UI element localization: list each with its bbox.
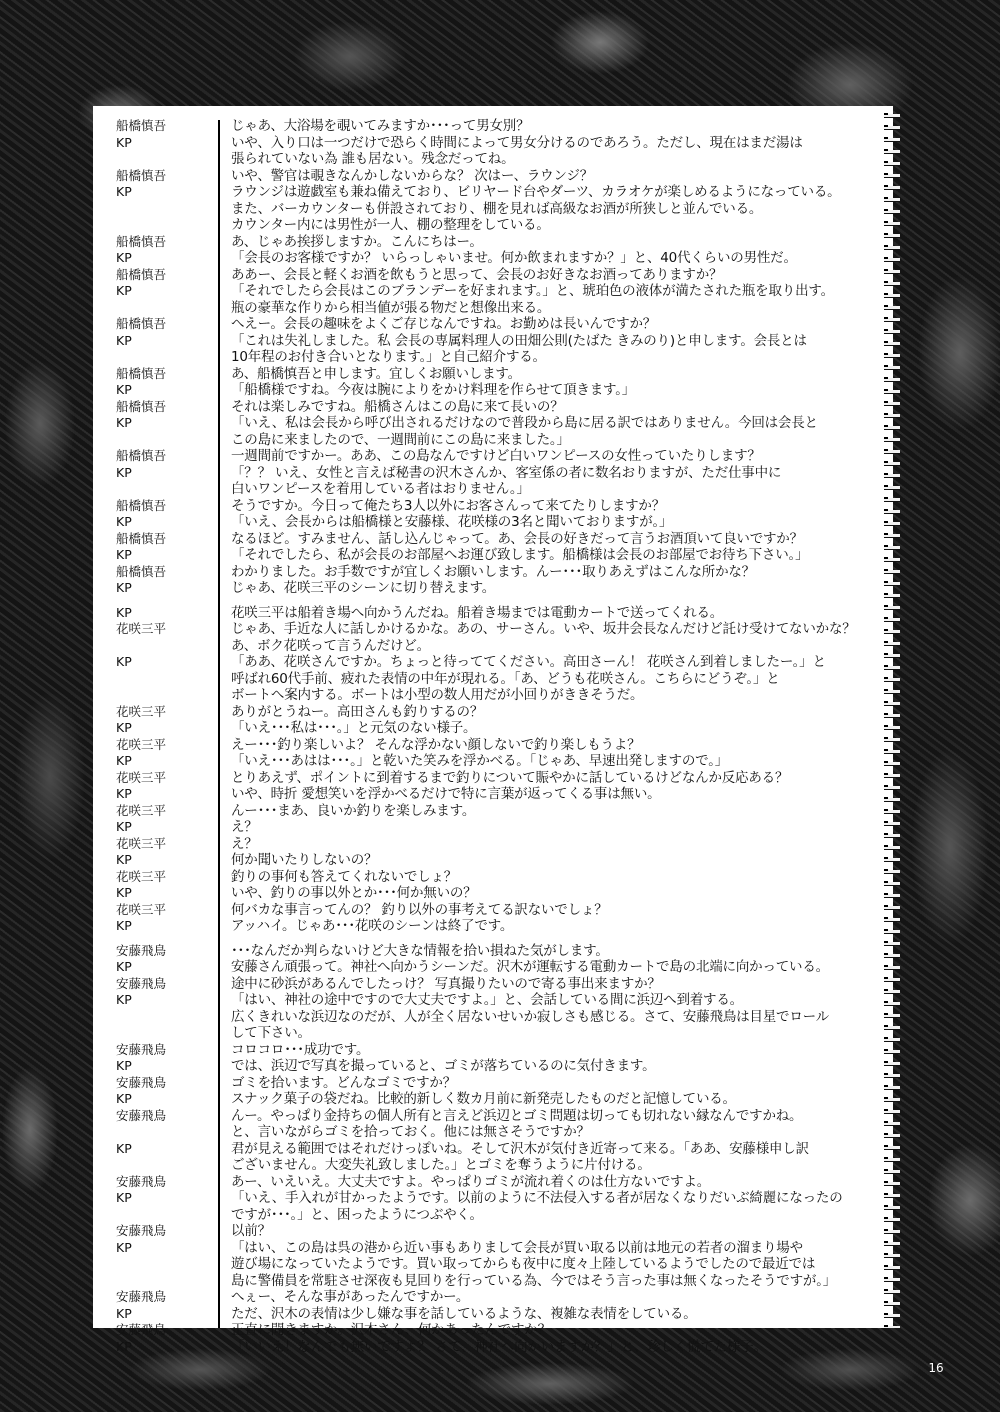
dialogue-transcript xyxy=(93,118,893,1355)
dialogue-line xyxy=(93,687,893,704)
speaker-name xyxy=(93,638,223,655)
dialogue-line xyxy=(93,564,893,581)
speaker-name: KP xyxy=(116,1239,132,1255)
dialogue-line xyxy=(93,1042,893,1059)
dialogue-line xyxy=(93,976,893,993)
speaker-name: KP xyxy=(116,547,132,562)
dialogue-line xyxy=(93,432,893,449)
speaker-name: 船橋慎吾 xyxy=(116,118,167,133)
dialogue-text: えー･･･釣り楽しいよ？ そんな浮かない顔しないで釣り楽しもうよ？ xyxy=(231,736,641,753)
speaker-name: KP xyxy=(116,992,132,1007)
dialogue-line xyxy=(93,852,893,869)
dialogue-text: 10年程のお付き合いとなります。」と自己紹介する。 xyxy=(231,349,546,365)
speaker-name: KP xyxy=(116,1091,132,1106)
dialogue-line xyxy=(93,217,893,234)
speaker-name: KP xyxy=(116,786,132,801)
dialogue-text: 呼ばれ60代手前、疲れた表情の中年が現れる。「あ、どうも花咲さん。こちらにどうぞ。」と xyxy=(231,670,780,687)
dialogue-text: じゃあ、手近な人に話しかけるかな。あの、サーさん。いや、坂井会長なんだけど託け受けてないかな？ xyxy=(231,621,856,637)
speaker-name: KP xyxy=(116,1190,132,1205)
dialogue-line xyxy=(93,1190,893,1207)
dialogue-text: スナック菓子の袋だね。比較的新しく数カ月前に新発売したものだと記憶している。 xyxy=(231,1091,736,1107)
dialogue-line xyxy=(93,349,893,366)
speaker-name: 船橋慎吾 xyxy=(116,398,167,414)
dialogue-line xyxy=(93,918,893,935)
dialogue-text: いや、警官は覗きなんかしないからな？ 次はー、ラウンジ？ xyxy=(231,167,594,184)
dialogue-text: ですが･･･。」と、困ったようにつぶやく。 xyxy=(231,1206,483,1223)
dialogue-text: ありがとうねー。高田さんも釣りするの？ xyxy=(231,703,484,720)
dialogue-line xyxy=(93,1240,893,1257)
dialogue-text: 「はい、神社の途中ですので大丈夫ですよ。」と、会話している間に浜辺へ到着する。 xyxy=(231,992,743,1008)
dialogue-line xyxy=(93,234,893,251)
dialogue-line xyxy=(93,382,893,399)
speaker-name: 船橋慎吾 xyxy=(116,266,167,282)
dialogue-line xyxy=(93,1223,893,1240)
scene-break xyxy=(93,935,893,943)
dialogue-text: あ、船橋慎吾と申します。宜しくお願いします。 xyxy=(231,365,521,382)
speaker-name: KP xyxy=(116,415,132,430)
dialogue-line xyxy=(93,300,893,317)
dialogue-line xyxy=(93,902,893,919)
dialogue-line xyxy=(93,316,893,333)
dialogue-text: 「いえ、会長からは船橋様と安藤様、花咲様の3名と聞いておりますが。」 xyxy=(231,514,673,530)
dialogue-text: 君が見える範囲ではそれだけっぽいね。そして沢木が気付き近寄って来る。「ああ、安藤様申し訳 xyxy=(231,1140,809,1157)
speaker-name: 船橋慎吾 xyxy=(116,497,167,513)
dialogue-text: んー。やっぱり金持ちの個人所有と言えど浜辺とゴミ問題は切っても切れない縁なんですかね。 xyxy=(231,1107,803,1124)
dialogue-text: 一週間前ですかー。ああ、この島なんですけど白いワンピースの女性っていたりします？ xyxy=(231,448,761,464)
speaker-name xyxy=(93,217,223,234)
speaker-name: KP xyxy=(116,1140,132,1156)
speaker-name: 船橋慎吾 xyxy=(116,448,167,463)
dialogue-text: と、言いながらゴミを拾っておく。他には無さそうですか？ xyxy=(231,1124,590,1140)
dialogue-line xyxy=(93,737,893,754)
dialogue-text: 遊び場になっていたようです。買い取ってからも夜中に度々上陸しているようでしたので最近では xyxy=(231,1256,816,1272)
dialogue-line xyxy=(93,885,893,902)
dialogue-line xyxy=(93,366,893,383)
dialogue-text: じゃあ、花咲三平のシーンに切り替えます。 xyxy=(231,580,496,596)
dialogue-text: ございません。大変失礼致しました。」とゴミを奪うように片付ける。 xyxy=(231,1157,651,1173)
dialogue-line xyxy=(93,869,893,886)
speaker-name: 花咲三平 xyxy=(116,868,167,884)
speaker-name xyxy=(93,687,223,704)
dialogue-line xyxy=(93,151,893,168)
speaker-name xyxy=(93,1273,223,1290)
speaker-name xyxy=(93,432,223,449)
dialogue-text: 安藤さん頑張って。神社へ向かうシーンだ。沢木が運転する電動カートで島の北端に向かっている。 xyxy=(231,959,829,975)
dialogue-line xyxy=(93,1009,893,1026)
dialogue-text: 「いえ･･･あはは･･･。」と乾いた笑みを浮かべる。「じゃあ、早速出発しますので。」 xyxy=(231,753,729,769)
dialogue-text: あー、いえいえ。大丈夫ですよ。やっぱりゴミが流れ着くのは仕方ないですよ。 xyxy=(231,1173,711,1190)
speaker-name: 安藤飛鳥 xyxy=(116,1223,167,1238)
speaker-name: 安藤飛鳥 xyxy=(116,1322,167,1337)
speaker-name: KP xyxy=(116,604,132,620)
dialogue-line xyxy=(93,1157,893,1174)
speaker-name: 花咲三平 xyxy=(116,736,167,752)
dialogue-text: へぇー、そんな事があったんですかー。 xyxy=(231,1289,470,1305)
dialogue-line xyxy=(93,1322,893,1339)
speaker-name: KP xyxy=(116,382,132,397)
dialogue-text: 「いえ、私は会長から呼び出されるだけなので普段から島に居る訳ではありません。今回は会長と xyxy=(231,415,818,431)
dialogue-line xyxy=(93,1091,893,1108)
speaker-name: 花咲三平 xyxy=(116,769,167,785)
dialogue-text: いや、入り口は一つだけで恐らく時間によって男女分けるのであろう。ただし、現在はまだ湯は xyxy=(231,134,803,151)
dialogue-line xyxy=(93,201,893,218)
dialogue-text: 白いワンピースを着用している者はおりません。」 xyxy=(231,481,530,497)
dialogue-line xyxy=(93,283,893,300)
speaker-name: KP xyxy=(116,184,132,199)
dialogue-text: 「会長のお客様ですか？ いらっしゃいませ。何か飲まれますか？」と、40代くらいの男性だ。 xyxy=(231,250,797,266)
speaker-name: KP xyxy=(116,134,132,150)
dialogue-text: わかりました。お手数ですが宜しくお願いします。んー･･･取りあえずはこんな所かな？ xyxy=(231,563,755,580)
dialogue-text: いや、釣りの事以外とか･･･何か無いの？ xyxy=(231,885,477,901)
speaker-name: KP xyxy=(116,753,132,768)
dialogue-text: 広くきれいな浜辺なのだが、人が全く居ないせいか寂しさも感じる。さて、安藤飛鳥は目星でロール xyxy=(231,1008,829,1025)
speaker-name: KP xyxy=(116,852,132,867)
speaker-name: KP xyxy=(116,959,132,974)
dialogue-line xyxy=(93,786,893,803)
dialogue-text: とりあえず、ポイントに到着するまで釣りについて賑やかに話しているけどなんか反応ある？ xyxy=(231,769,789,786)
speaker-name xyxy=(93,1009,223,1026)
dialogue-text: この島に来ましたので、一週間前にこの島に来ました。」 xyxy=(231,431,570,448)
dialogue-line xyxy=(93,135,893,152)
dialogue-line xyxy=(93,959,893,976)
dialogue-line xyxy=(93,465,893,482)
dialogue-text: え？ xyxy=(231,835,258,852)
dialogue-line xyxy=(93,654,893,671)
dialogue-text: 何か聞いたりしないの？ xyxy=(231,852,378,868)
dialogue-line xyxy=(93,1256,893,1273)
dialogue-text: ただ、沢木の表情は少し嫌な事を話しているような、複雑な表情をしている。 xyxy=(231,1305,697,1322)
speaker-name: KP xyxy=(116,580,132,595)
dialogue-line xyxy=(93,753,893,770)
dialogue-line xyxy=(93,1058,893,1075)
speaker-name xyxy=(93,481,223,498)
dialogue-line xyxy=(93,638,893,655)
dialogue-text: 「ああ、花咲さんですか。ちょっと待っててください。高田さーん！ 花咲さん到着しましたー。」と xyxy=(231,654,826,670)
dialogue-line xyxy=(93,704,893,721)
dialogue-text: ･･･なんだか判らないけど大きな情報を拾い損ねた気がします。 xyxy=(231,942,609,959)
speaker-name: 安藤飛鳥 xyxy=(116,975,167,991)
speaker-name: KP xyxy=(116,1058,132,1073)
dialogue-line xyxy=(93,621,893,638)
spiral-binding xyxy=(884,110,900,1328)
speaker-name: 安藤飛鳥 xyxy=(116,1289,167,1304)
speaker-name xyxy=(93,151,223,168)
dialogue-line xyxy=(93,1273,893,1290)
dialogue-text: なるほど。すみません、話し込んじゃって。あ、会長の好きだって言うお酒頂いて良いですか？ xyxy=(231,530,803,547)
dialogue-line xyxy=(93,1289,893,1306)
speaker-name: KP xyxy=(116,332,132,348)
speaker-name: KP xyxy=(116,464,132,480)
speaker-name xyxy=(93,201,223,218)
dialogue-text: カウンター内には男性が一人、棚の整理をしている。 xyxy=(231,217,550,233)
dialogue-line xyxy=(93,267,893,284)
dialogue-line xyxy=(93,580,893,597)
speaker-name: KP xyxy=(116,654,132,669)
dialogue-line xyxy=(93,184,893,201)
dialogue-text: あ、じゃあ挨拶しますか。こんにちはー。 xyxy=(231,233,483,250)
speaker-name xyxy=(93,671,223,688)
dialogue-line xyxy=(93,547,893,564)
dialogue-text: 「いえ、手入れが甘かったようです。以前のように不法侵入する者が居なくなりだいぶ綺麗になったの xyxy=(231,1190,843,1206)
speaker-name: 船橋慎吾 xyxy=(116,563,167,579)
dialogue-line xyxy=(93,803,893,820)
speaker-name: KP xyxy=(116,1338,132,1354)
dialogue-text: 「それでしたら、私が会長のお部屋へお運び致します。船橋様は会長のお部屋でお待ち下さい。」 xyxy=(231,547,809,563)
dialogue-line xyxy=(93,1174,893,1191)
dialogue-text: 「船橋様ですね。今夜は腕によりをかけ料理を作らせて頂きます。」 xyxy=(231,382,636,398)
dialogue-text: あ、ボク花咲って言うんだけど。 xyxy=(231,637,430,654)
dialogue-line xyxy=(93,399,893,416)
scene-break xyxy=(93,597,893,605)
dialogue-line xyxy=(93,605,893,622)
dialogue-text: 島に警備員を常駐させ深夜も見回りを行っている為、今ではそう言った事は無くなったそうですが。」 xyxy=(231,1272,837,1289)
speaker-name: 花咲三平 xyxy=(116,621,167,636)
dialogue-text: へえー。会長の趣味をよくご存じなんですね。お勤めは長いんですか？ xyxy=(231,316,657,332)
speaker-name: KP xyxy=(116,720,132,735)
speaker-name xyxy=(93,300,223,317)
speaker-name: 船橋慎吾 xyxy=(116,316,167,331)
dialogue-text: 瓶の豪華な作りから相当値が張る物だと想像出来る。 xyxy=(231,299,551,316)
speaker-name: 船橋慎吾 xyxy=(116,233,167,249)
dialogue-text: 釣りの事何も答えてくれないでしょ？ xyxy=(231,868,458,885)
dialogue-text: 何バカな事言ってんの？ 釣り以外の事考えてる訳ないでしょ？ xyxy=(231,901,608,918)
speaker-name: 安藤飛鳥 xyxy=(116,942,167,958)
speaker-name: 安藤飛鳥 xyxy=(116,1173,167,1189)
dialogue-line xyxy=(93,1075,893,1092)
dialogue-text: アッハイ。じゃあ･･･花咲のシーンは終了です。 xyxy=(231,918,514,934)
dialogue-text: 「いいえ！なんでも無いですよ？ さて、神社へ向かいますか？」と、珍しく慌てた様子。 xyxy=(231,1338,767,1355)
dialogue-line xyxy=(93,1306,893,1323)
dialogue-text: では、浜辺で写真を撮っていると、ゴミが落ちているのに気付きます。 xyxy=(231,1058,656,1074)
dialogue-line xyxy=(93,1141,893,1158)
dialogue-text: 花咲三平は船着き場へ向かうんだね。船着き場までは電動カートで送ってくれる。 xyxy=(231,604,724,621)
speaker-name xyxy=(93,1124,223,1141)
speaker-name: KP xyxy=(116,283,132,298)
dialogue-text: ああー、会長と軽くお酒を飲もうと思って、会長のお好きなお酒ってありますか？ xyxy=(231,266,723,283)
dialogue-line xyxy=(93,514,893,531)
speaker-name: KP xyxy=(116,885,132,900)
speaker-name xyxy=(93,1157,223,1174)
speaker-name: 花咲三平 xyxy=(116,802,167,818)
dialogue-line xyxy=(93,118,893,135)
speaker-name: 船橋慎吾 xyxy=(116,365,167,381)
dialogue-text: そうですか。今日って俺たち3人以外にお客さんって来てたりしますか？ xyxy=(231,497,665,514)
dialogue-text: ラウンジは遊戯室も兼ね備えており、ビリヤード台やダーツ、カラオケが楽しめるようになっている。 xyxy=(231,184,841,200)
dialogue-line xyxy=(93,498,893,515)
dialogue-text: いや、時折 愛想笑いを浮かべるだけで特に言葉が返ってくる事は無い。 xyxy=(231,786,661,802)
dialogue-line xyxy=(93,819,893,836)
dialogue-text: 「いえ･･･私は･･･。」と元気のない様子。 xyxy=(231,720,477,736)
speaker-name: KP xyxy=(116,250,132,265)
dialogue-line xyxy=(93,481,893,498)
speaker-name: KP xyxy=(116,819,132,834)
speaker-name: 船橋慎吾 xyxy=(116,167,167,183)
dialogue-line xyxy=(93,770,893,787)
dialogue-text: え？ xyxy=(231,819,258,835)
dialogue-line xyxy=(93,992,893,1009)
speaker-name: 花咲三平 xyxy=(116,835,167,851)
dialogue-line xyxy=(93,836,893,853)
dialogue-line xyxy=(93,168,893,185)
speaker-name xyxy=(93,349,223,366)
speaker-name xyxy=(93,1256,223,1273)
dialogue-line xyxy=(93,720,893,737)
speaker-name: 安藤飛鳥 xyxy=(116,1041,167,1057)
dialogue-text: ゴミを拾います。どんなゴミですか？ xyxy=(231,1074,457,1091)
speaker-name: KP xyxy=(116,918,132,933)
speaker-name: 安藤飛鳥 xyxy=(116,1074,167,1090)
dialogue-text: して下さい。 xyxy=(231,1025,311,1041)
dialogue-text: ボートへ案内する。ボートは小型の数人用だが小回りがききそうだ。 xyxy=(231,687,644,703)
speaker-name xyxy=(93,1207,223,1224)
dialogue-text: コロコロ･･･成功です。 xyxy=(231,1041,370,1058)
dialogue-line xyxy=(93,531,893,548)
dialogue-line xyxy=(93,333,893,350)
speaker-name: 船橋慎吾 xyxy=(116,530,167,546)
speaker-name: KP xyxy=(116,514,132,529)
document-page xyxy=(93,106,893,1355)
dialogue-text: 「はい、この島は呉の港から近い事もありまして会長が買い取る以前は地元の若者の溜まり場や xyxy=(231,1239,803,1256)
dialogue-line xyxy=(93,671,893,688)
dialogue-line xyxy=(93,1108,893,1125)
dialogue-text: 「？？ いえ、女性と言えば秘書の沢木さんか、客室係の者に数名おりますが、ただ仕事中に xyxy=(231,464,782,481)
dialogue-text: 「それでしたら会長はこのブランデーを好まれます。」と、琥珀色の液体が満たされた瓶を取り出す。 xyxy=(231,283,834,299)
dialogue-text: 途中に砂浜があるんでしたっけ？ 写真撮りたいので寄る事出来ますか？ xyxy=(231,975,661,992)
dialogue-line xyxy=(93,1339,893,1356)
dialogue-line xyxy=(93,1207,893,1224)
dialogue-text: 以前？ xyxy=(231,1223,271,1239)
dialogue-text: 正直に聞きますか。沢木さん、何かあったんですか？ xyxy=(231,1322,551,1338)
dialogue-line xyxy=(93,1025,893,1042)
dialogue-text: じゃあ、大浴場を覗いてみますか･･･って男女別？ xyxy=(231,118,530,134)
dialogue-text: また、バーカウンターも併設されており、棚を見れば高級なお酒が所狭しと並んでいる。 xyxy=(231,200,763,217)
dialogue-line xyxy=(93,943,893,960)
dialogue-line xyxy=(93,415,893,432)
dialogue-text: 「これは失礼しました。私 会長の専属料理人の田畑公則(たばた きみのり)と申します。会長とは xyxy=(231,332,807,349)
speaker-name: KP xyxy=(116,1305,132,1321)
dialogue-text: 張られていない為 誰も居ない。残念だってね。 xyxy=(231,151,515,167)
dialogue-line xyxy=(93,250,893,267)
speaker-name: 安藤飛鳥 xyxy=(116,1107,167,1123)
dialogue-line xyxy=(93,1124,893,1141)
dialogue-line xyxy=(93,448,893,465)
dialogue-text: それは楽しみですね。船橋さんはこの島に来て長いの？ xyxy=(231,398,564,415)
speaker-name: 花咲三平 xyxy=(116,703,167,719)
dialogue-text: んー･･･まあ、良いか釣りを楽しみます。 xyxy=(231,802,476,819)
page-number: 16 xyxy=(928,1361,944,1375)
speaker-name xyxy=(93,1025,223,1042)
speaker-name: 花咲三平 xyxy=(116,901,167,917)
